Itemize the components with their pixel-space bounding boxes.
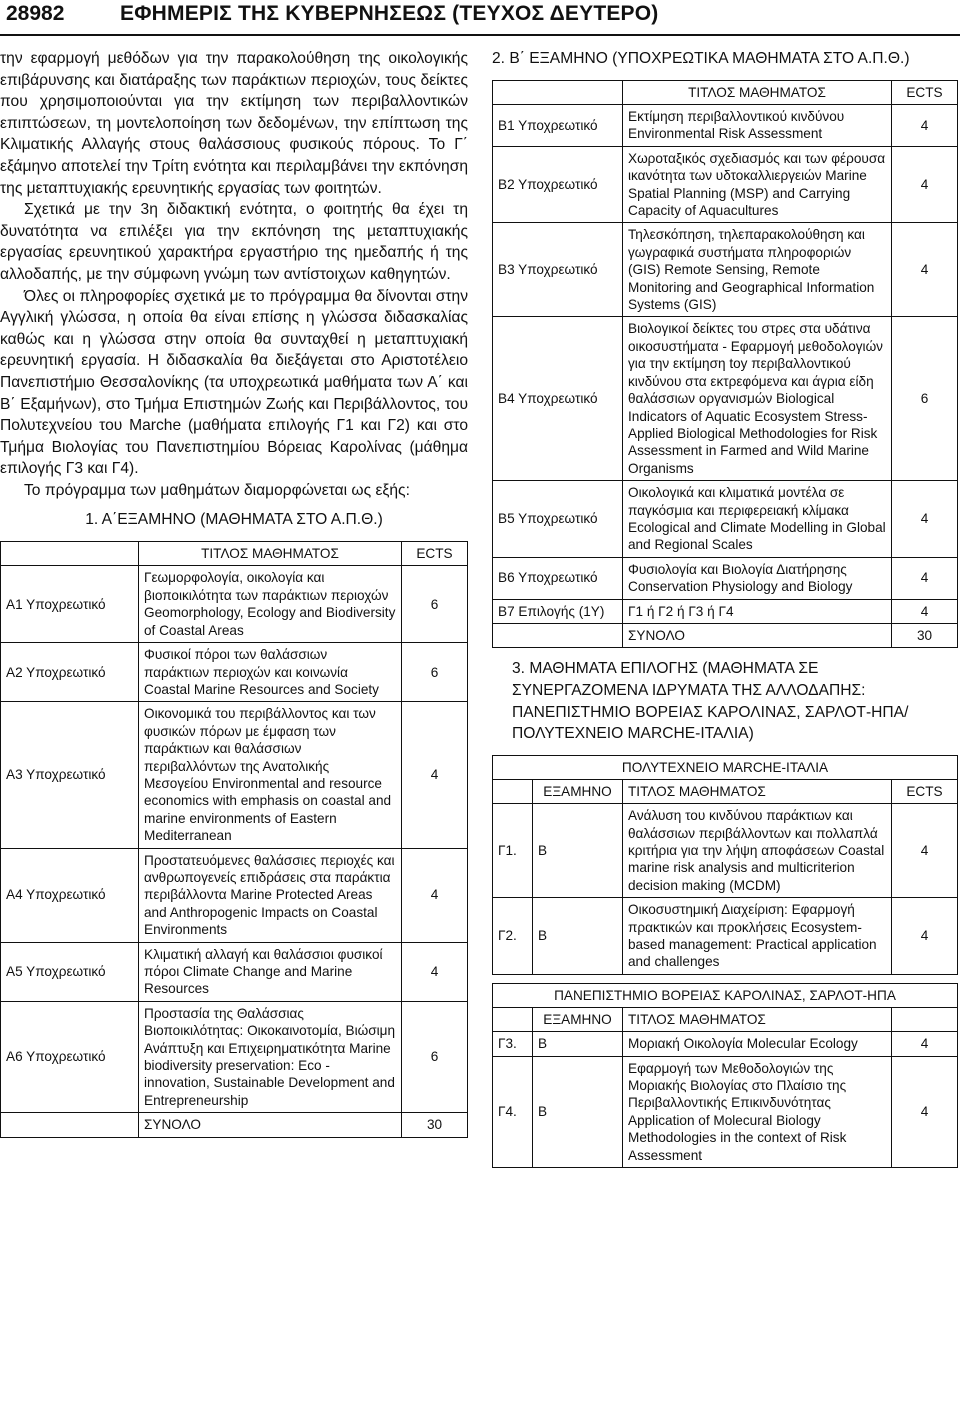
course-ects: 6 <box>402 566 468 643</box>
blank-cell <box>1 542 139 566</box>
table-row <box>493 481 958 558</box>
course-code: Β4 Υποχρεωτικό <box>493 317 623 481</box>
blank-cell <box>493 779 533 803</box>
course-code: Α6 Υποχρεωτικό <box>1 1001 139 1112</box>
header-ects-cell: ECTS <box>892 779 958 803</box>
course-ects: 4 <box>892 481 958 558</box>
table-header-row <box>493 1007 958 1031</box>
paragraph-3: Όλες οι πληροφορίες σχετικά με το πρόγραμμα θα δίνονται στην Αγγλική γλώσσα, η οποία θα είναι επίσης η γλώσσα διδασκαλίας καθώς και η γλώσσα στην οποία θα συνταχθεί η μεταπτυχιακή ερευνητική εργασία. Η διδασκαλία θα διεξάγεται στο Αριστοτέλειο Πανεπιστήμιο Θεσσαλονίκης (τα υποχρεωτικά μαθήματα των Α΄ και Β΄ Εξαμήνων), στο Τμήμα Επιστημών Ζωής και Περιβάλλοντος, του Πολυτεχνείου του Marche (μαθήματα επιλογής Γ1 και Γ2) και στο Τμήμα Βιολογίας του Πανεπιστημίου Βόρειας Καρολίνας (μάθημα επιλογής Γ3 και Γ4). <box>0 287 468 478</box>
course-code: Β7 Επιλογής (1Υ) <box>493 599 623 623</box>
table-row <box>1 566 468 643</box>
paragraph-4: Το πρόγραμμα των μαθημάτων διαμορφώνεται ως εξής: <box>24 481 410 499</box>
left-column <box>0 48 468 1138</box>
course-semester: Β <box>533 1032 623 1056</box>
course-title: Χωροταξικός σχεδιασμός και των φέρουσα ικανότητα των υδτοκαλλιεργειών Marine Spatial Planning (MSP) and Carrying Capacity of Aquacultures <box>623 146 892 223</box>
course-code: Β5 Υποχρεωτικό <box>493 481 623 558</box>
course-code: Γ2. <box>493 898 533 975</box>
paragraph-1: την εφαρμογή μεθόδων για την παρακολούθηση της οικολογικής επιβάρυνσης και διατάραξης των παράκτιων περιοχών, τους δείκτες που χρησιμοποιούνται για την εκτίμηση των περιβαλλοντικών επιπτώσεων, τη μοντελοποίηση των δεδομένων, την επίπτωση της Κλιματικής Αλλαγής στους θαλάσσιους φυσικούς πόρους. Το Γ΄ εξάμηνο αποτελεί την Τρίτη ενότητα και περιλαμβάνει την εκπόνηση της μεταπτυχιακής ερευνητικής εργασίας των φοιτητών. <box>0 50 468 197</box>
course-code: Α1 Υποχρεωτικό <box>1 566 139 643</box>
course-title: Τηλεσκόπηση, τηλεπαρακολούθηση και γωγραφικά συστήματα πληροφοριών (GIS) Remote Sensing, Remote Monitoring and Geographical Information Systems (GIS) <box>623 223 892 317</box>
blank-cell <box>493 623 623 647</box>
course-title: Μοριακή Οικολογία Molecular Ecology <box>623 1032 892 1056</box>
semester-a-table <box>0 541 468 1138</box>
course-code: Β6 Υποχρεωτικό <box>493 557 623 599</box>
gazette-title: ΕΦΗΜΕΡΙΣ ΤΗΣ ΚΥΒΕΡΝΗΣΕΩΣ (ΤΕΥΧΟΣ ΔΕΥΤΕΡΟ) <box>120 2 659 25</box>
course-code: Β2 Υποχρεωτικό <box>493 146 623 223</box>
course-ects: 4 <box>892 223 958 317</box>
table-row <box>493 557 958 599</box>
course-title: Βιολογικοί δείκτες του στρες στα υδάτινα οικοσυστήματα - Εφαρμογή μεθοδολογιών για την εκτίμηση toy περιβαλλοντικού κινδύνου στα εκτρεφόμενα και άγρια είδη θαλάσσιων οργανισμών Biological Indicators of Aquatic Ecosystem Stress-Applied Biological Methodologies for Risk Assessment in Farmed and Wild Marine Organisms <box>623 317 892 481</box>
total-label: ΣΥΝΟΛΟ <box>139 1113 402 1137</box>
course-ects: 4 <box>402 942 468 1001</box>
course-title: Φυσικοί πόροι των θαλάσσιων παράκτιων περιοχών και κοινωνία Coastal Marine Resources and Society <box>139 643 402 702</box>
course-ects: 4 <box>402 848 468 942</box>
header-ects-cell: ECTS <box>892 80 958 104</box>
course-ects: 4 <box>892 557 958 599</box>
right-column <box>492 48 958 1168</box>
course-ects: 4 <box>892 146 958 223</box>
total-row <box>493 623 958 647</box>
blank-cell <box>1 1113 139 1137</box>
total-label: ΣΥΝΟΛΟ <box>623 623 892 647</box>
course-title: Φυσιολογία και Βιολογία Διατήρησης Conservation Physiology and Biology <box>623 557 892 599</box>
table-row <box>1 1001 468 1112</box>
course-code: Γ1. <box>493 804 533 898</box>
course-ects: 4 <box>402 702 468 848</box>
table-row <box>493 804 958 898</box>
section-2-title: 2. Β΄ ΕΞΑΜΗΝΟ (ΥΠΟΧΡΕΩΤΙΚΑ ΜΑΘΗΜΑΤΑ ΣΤΟ Α.Π.Θ.) <box>492 50 910 67</box>
course-title: Ανάλυση του κινδύνου παράκτιων και θαλάσσιων περιβάλλοντων και πολλαπλά κριτήρια για την λήψη αποφάσεων Coastal marine risk analysis and multicriterion decision making (MCDM) <box>623 804 892 898</box>
institution-north-carolina: ΠΑΝΕΠΙΣΤΗΜΙΟ ΒΟΡΕΙΑΣ ΚΑΡΟΛΙΝΑΣ, ΣΑΡΛΟΤ-ΗΠΑ <box>492 983 958 1007</box>
header-title-cell: ΤΙΤΛΟΣ ΜΑΘΗΜΑΤΟΣ <box>623 80 892 104</box>
table-header-row <box>493 779 958 803</box>
section-1-title: 1. Α΄ΕΞΑΜΗΝΟ (ΜΑΘΗΜΑΤΑ ΣΤΟ Α.Π.Θ.) <box>85 511 383 529</box>
table-row <box>493 599 958 623</box>
semester-b-table <box>492 80 958 649</box>
table-row <box>493 146 958 223</box>
blank-cell <box>892 1007 958 1031</box>
course-title: Οικολογικά και κλιματικά μοντέλα σε παγκόσμια και περιφερειακή κλίμακα Ecological and Climate Modelling in Global and Regional Scales <box>623 481 892 558</box>
course-title: Οικονομικά του περιβάλλοντος και των φυσικών πόρων με έμφαση των παράκτιων και θαλάσσιων περιβαλλόντων της Ανατολικής Μεσογείου Environmental and resource economics with emphasis on coastal and marine environments of Eastern Mediterranean <box>139 702 402 848</box>
course-ects: 4 <box>892 804 958 898</box>
header-rule <box>0 34 960 36</box>
course-ects: 4 <box>892 898 958 975</box>
course-title: Προστασία της Θαλάσσιας Βιοποικιλότητας: Οικοκαινοτομία, Βιώσιμη Ανάπτυξη και Επιχειρηματικότητα Marine biodiversity preservation: Eco - innovation, Sustainable Development and Entrepreneurship <box>139 1001 402 1112</box>
course-title: Γεωμορφολογία, οικολογία και βιοποικιλότητα των παράκτιων περιοχών Geomorphology, Ecology and Biodiversity of Coastal Areas <box>139 566 402 643</box>
table-header-row <box>1 542 468 566</box>
course-semester: Β <box>533 1056 623 1167</box>
course-semester: Β <box>533 898 623 975</box>
course-code: Γ4. <box>493 1056 533 1167</box>
course-title: Κλιματική αλλαγή και θαλάσσιοι φυσικοί πόροι Climate Change and Marine Resources <box>139 942 402 1001</box>
table-row <box>493 105 958 147</box>
course-ects: 6 <box>892 317 958 481</box>
blank-cell <box>493 80 623 104</box>
institution-marche: ΠΟΛΥΤΕΧΝΕΙΟ MARCHE-ΙΤΑΛΙΑ <box>492 755 958 779</box>
header-semester-cell: ΕΞΑΜΗΝΟ <box>533 1007 623 1031</box>
course-ects: 6 <box>402 1001 468 1112</box>
course-title: Εφαρμογή των Μεθοδολογιών της Μοριακής Βιολογίας στο Πλαίσιο της Περιβαλλοντικής Επικινδυνότητας Application of Molecural Biology Methodologies in the context of Risk Assessment <box>623 1056 892 1167</box>
course-title: Γ1 ή Γ2 ή Γ3 ή Γ4 <box>623 599 892 623</box>
table-header-row <box>493 80 958 104</box>
paragraph-2: Σχετικά με την 3η διδακτική ενότητα, ο φοιτητής θα έχει τη δυνατότητα να επιλέξει για την εκπόνηση της μεταπτυχιακής εργασίας ερευνητικού χαρακτήρα εργαστήριο της ημεδαπής ή της αλλοδαπής, με την σύμφωνη γνώμη των αντίστοιχων καθηγητών. <box>0 201 468 283</box>
course-ects: 4 <box>892 105 958 147</box>
section-3-title: 3. ΜΑΘΗΜΑΤΑ ΕΠΙΛΟΓΗΣ (ΜΑΘΗΜΑΤΑ ΣΕ ΣΥΝΕΡΓΑΖΟΜΕΝΑ ΙΔΡΥΜΑΤΑ ΤΗΣ ΑΛΛΟΔΑΠΗΣ: ΠΑΝΕΠΙΣΤΗΜΙΟ ΒΟΡΕΙΑΣ ΚΑΡΟΛΙΝΑΣ, ΣΑΡΛΟΤ-ΗΠΑ/ ΠΟΛΥΤΕΧΝΕΙΟ MARCHE-ΙΤΑΛΙΑ) <box>512 660 909 743</box>
header-ects-cell: ECTS <box>402 542 468 566</box>
table-row <box>493 1032 958 1056</box>
table-row <box>1 702 468 848</box>
total-row <box>1 1113 468 1137</box>
table-row <box>1 848 468 942</box>
course-title: Εκτίμηση περιβαλλοντικού κινδύνου Environmental Risk Assessment <box>623 105 892 147</box>
course-code: Α2 Υποχρεωτικό <box>1 643 139 702</box>
total-value: 30 <box>402 1113 468 1137</box>
course-ects: 4 <box>892 1032 958 1056</box>
course-code: Γ3. <box>493 1032 533 1056</box>
course-code: Α3 Υποχρεωτικό <box>1 702 139 848</box>
table-row <box>493 1056 958 1167</box>
table-row <box>1 942 468 1001</box>
course-code: Α4 Υποχρεωτικό <box>1 848 139 942</box>
table-row <box>493 317 958 481</box>
header-title-cell: ΤΙΤΛΟΣ ΜΑΘΗΜΑΤΟΣ <box>623 1007 892 1031</box>
course-ects: 4 <box>892 1056 958 1167</box>
course-title: Οικοσυστημική Διαχείριση: Εφαρμογή πρακτικών και προκλήσεις Ecosystem-based management: Practical application and challenges <box>623 898 892 975</box>
table-row <box>493 898 958 975</box>
course-code: Β1 Υποχρεωτικό <box>493 105 623 147</box>
page-number: 28982 <box>6 2 65 25</box>
page-header <box>0 0 960 34</box>
total-value: 30 <box>892 623 958 647</box>
course-ects: 4 <box>892 599 958 623</box>
course-semester: Β <box>533 804 623 898</box>
electives-unc-table <box>492 1007 958 1168</box>
blank-cell <box>493 1007 533 1031</box>
table-row <box>1 643 468 702</box>
header-semester-cell: ΕΞΑΜΗΝΟ <box>533 779 623 803</box>
course-code: Α5 Υποχρεωτικό <box>1 942 139 1001</box>
course-title: Προστατευόμενες θαλάσσιες περιοχές και ανθρωπογενείς επιδράσεις στα παράκτια περιβάλλοντα Marine Protected Areas and Anthropogenic Impacts on Coastal Environments <box>139 848 402 942</box>
course-code: Β3 Υποχρεωτικό <box>493 223 623 317</box>
course-ects: 6 <box>402 643 468 702</box>
header-title-cell: ΤΙΤΛΟΣ ΜΑΘΗΜΑΤΟΣ <box>139 542 402 566</box>
electives-marche-table <box>492 779 958 975</box>
header-title-cell: ΤΙΤΛΟΣ ΜΑΘΗΜΑΤΟΣ <box>623 779 892 803</box>
table-row <box>493 223 958 317</box>
